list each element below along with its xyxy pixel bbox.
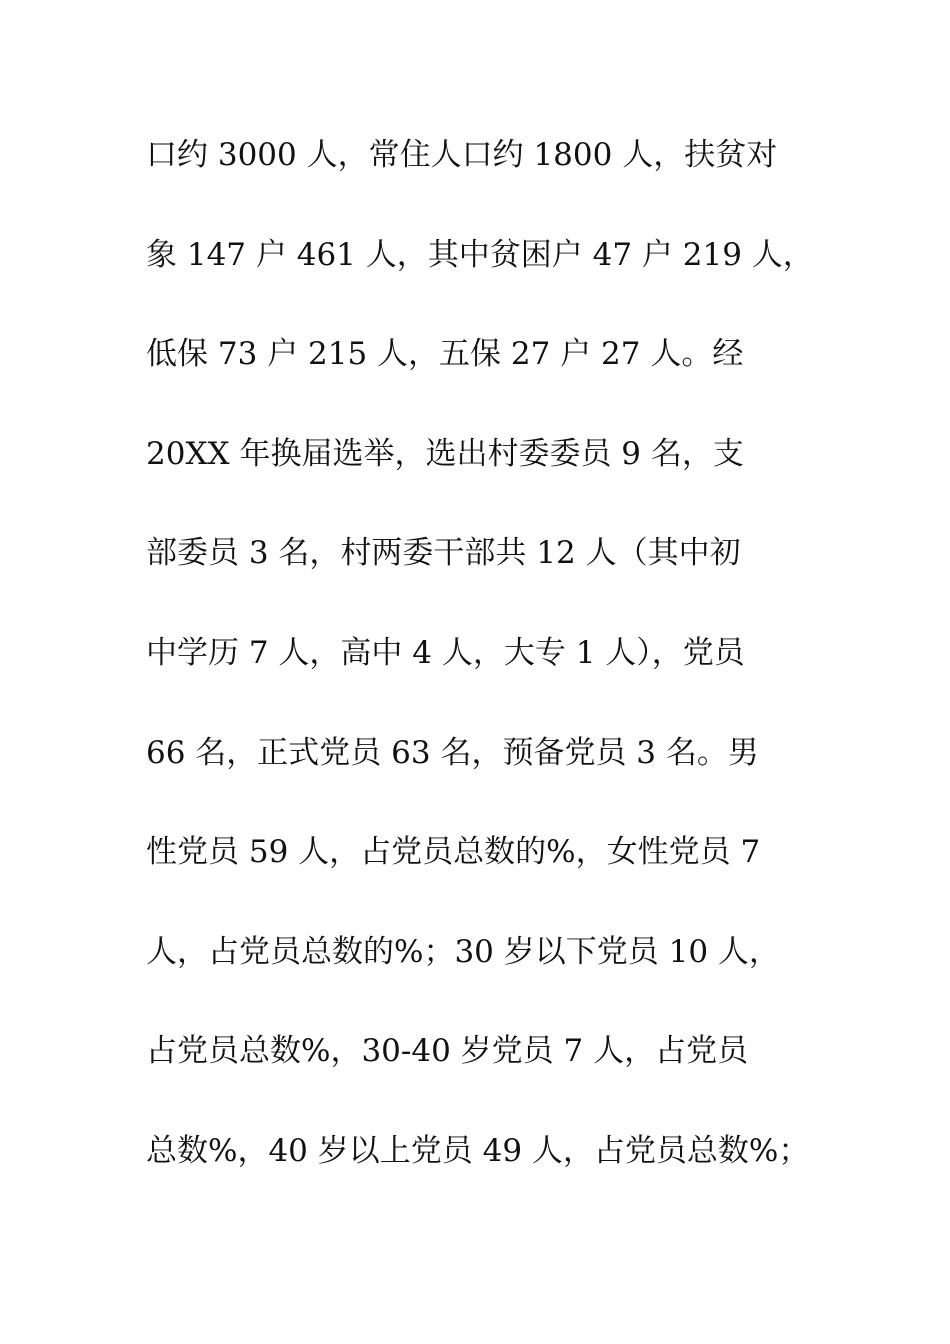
text-line: 总数%，40 岁以上党员 49 人，占党员总数%；	[146, 1132, 810, 1169]
text-line: 象 147 户 461 人，其中贫困户 47 户 219 人，	[146, 236, 814, 273]
text-line: 性党员 59 人，占党员总数的%，女性党员 7	[146, 834, 761, 871]
text-line: 口约 3000 人，常住人口约 1800 人，扶贫对	[146, 137, 778, 173]
text-line: 20XX 年换届选举，选出村委委员 9 名，支	[146, 435, 744, 472]
text-line: 低保 73 户 215 人，五保 27 户 27 人。经	[146, 336, 744, 373]
text-line: 人，占党员总数的%；30 岁以下党员 10 人，	[146, 933, 780, 970]
text-line: 占党员总数%，30-40 岁党员 7 人，占党员	[146, 1033, 749, 1070]
text-line: 部委员 3 名，村两委干部共 12 人（其中初	[146, 535, 741, 572]
body-text	[146, 126, 826, 1222]
text-line: 中学历 7 人，高中 4 人，大专 1 人），党员	[146, 634, 745, 671]
text-line: 66 名，正式党员 63 名，预备党员 3 名。男	[146, 734, 759, 771]
